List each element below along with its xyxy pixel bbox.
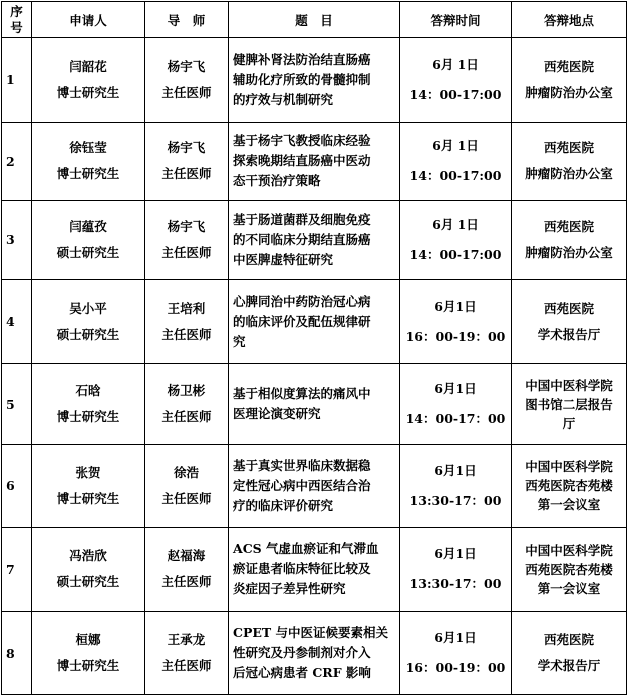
- table-row: [2, 527, 627, 612]
- defense-location-line: 图书馆二层报告: [525, 396, 613, 412]
- table-row: [2, 38, 627, 123]
- defense-location-line: 中国中医科学院: [525, 377, 613, 393]
- thesis-title: [229, 201, 400, 280]
- thesis-title-line: 的疗效与机制研究: [233, 91, 334, 107]
- defense-time-cell: [400, 364, 512, 445]
- defense-location-line: 西苑医院: [543, 632, 594, 648]
- defense-location-line: 西苑医院: [543, 140, 594, 156]
- header-applicant: 申请人: [32, 2, 145, 38]
- defense-location: [512, 279, 627, 364]
- applicant-degree: 硕士研究生: [56, 326, 120, 342]
- defense-time: 16：00-19：00: [405, 328, 506, 344]
- advisor-name: 杨宇飞: [167, 140, 206, 156]
- defense-time-cell: [400, 612, 512, 695]
- defense-location-line: 西苑医院杏苑楼: [525, 478, 613, 494]
- defense-time: 14：00-17:00: [409, 86, 502, 102]
- header-advisor: 导 师: [145, 2, 229, 38]
- defense-time: 14：00-17：00: [405, 411, 506, 427]
- advisor-cell: [145, 38, 229, 123]
- thesis-title-line: 基于杨宇飞教授临床经验: [233, 133, 371, 149]
- thesis-title-line: 基于真实世界临床数据稳: [233, 457, 371, 473]
- defense-date: 6月 1日: [432, 138, 479, 154]
- thesis-title-line: CPET 与中医证候要素相关: [233, 625, 389, 641]
- header-seq-line: 号: [10, 19, 23, 35]
- defense-location-line: 学术报告厅: [537, 326, 601, 342]
- applicant-degree: 硕士研究生: [56, 244, 120, 260]
- thesis-title-line: 基于相似度算法的痛风中: [233, 386, 371, 402]
- applicant-degree: 博士研究生: [56, 166, 120, 182]
- row-seq: 3: [2, 201, 32, 280]
- row-seq: 8: [2, 612, 32, 695]
- advisor-title: 主任医师: [161, 166, 212, 182]
- defense-date: 6月1日: [434, 546, 477, 562]
- defense-location-line: 学术报告厅: [537, 658, 601, 674]
- defense-date: 6月1日: [434, 462, 477, 478]
- defense-schedule-table: [1, 1, 627, 695]
- applicant-name: 桓娜: [75, 632, 101, 648]
- defense-location: [512, 444, 627, 527]
- row-seq: 4: [2, 279, 32, 364]
- defense-time: 14：00-17:00: [409, 246, 502, 262]
- advisor-cell: [145, 527, 229, 612]
- defense-location-line: 第一会议室: [537, 497, 601, 513]
- defense-time-cell: [400, 38, 512, 123]
- advisor-name: 王培利: [167, 300, 206, 316]
- thesis-title: [229, 38, 400, 123]
- defense-location-line: 厅: [562, 415, 576, 431]
- row-seq: 5: [2, 364, 32, 445]
- advisor-title: 主任医师: [161, 490, 212, 506]
- defense-time-cell: [400, 122, 512, 201]
- thesis-title-line: 性研究及丹参制剂对介入: [233, 645, 371, 661]
- defense-location-line: 西苑医院: [543, 58, 594, 74]
- row-seq: 2: [2, 122, 32, 201]
- table-row: [2, 444, 627, 527]
- thesis-title: [229, 122, 400, 201]
- defense-time-cell: [400, 201, 512, 280]
- applicant-cell: [32, 201, 145, 280]
- row-seq: 7: [2, 527, 32, 612]
- defense-location: [512, 364, 627, 445]
- advisor-title: 主任医师: [161, 574, 212, 590]
- thesis-title: [229, 279, 400, 364]
- defense-time: 16：00-19：00: [405, 660, 506, 676]
- defense-location-line: 中国中医科学院: [525, 542, 613, 558]
- thesis-title-line: 的不同临床分期结直肠癌: [233, 231, 371, 247]
- applicant-cell: [32, 527, 145, 612]
- thesis-title: [229, 612, 400, 695]
- thesis-title-line: 心脾同治中药防治冠心病: [233, 293, 371, 309]
- thesis-title-line: 探索晚期结直肠癌中医动: [233, 153, 371, 169]
- applicant-name: 冯浩欣: [69, 548, 107, 564]
- defense-location: [512, 38, 627, 123]
- thesis-title-line: 疗的临床评价研究: [233, 497, 334, 513]
- applicant-degree: 博士研究生: [56, 409, 120, 425]
- applicant-cell: [32, 38, 145, 123]
- header-title: 题 目: [229, 2, 400, 38]
- defense-date: 6月 1日: [432, 56, 479, 72]
- header-seq: [2, 2, 32, 38]
- defense-location: [512, 201, 627, 280]
- defense-location-line: 肿瘤防治办公室: [525, 166, 613, 182]
- defense-location-line: 西苑医院: [543, 300, 594, 316]
- defense-location-line: 肿瘤防治办公室: [525, 244, 613, 260]
- defense-location-line: 西苑医院: [543, 218, 594, 234]
- table-row: [2, 122, 627, 201]
- advisor-name: 杨卫彬: [167, 383, 206, 399]
- applicant-name: 闫蕴孜: [69, 218, 107, 234]
- defense-date: 6月1日: [434, 381, 477, 397]
- applicant-cell: [32, 279, 145, 364]
- advisor-title: 主任医师: [161, 658, 212, 674]
- thesis-title-line: 的临床评价及配伍规律研: [233, 313, 371, 329]
- table-row: [2, 201, 627, 280]
- table-row: [2, 364, 627, 445]
- applicant-degree: 硕士研究生: [56, 574, 120, 590]
- defense-date: 6月1日: [434, 298, 477, 314]
- defense-time-cell: [400, 279, 512, 364]
- header-location: 答辩地点: [512, 2, 627, 38]
- thesis-title-line: 后冠心病患者 CRF 影响: [233, 665, 371, 681]
- defense-location: [512, 527, 627, 612]
- advisor-cell: [145, 201, 229, 280]
- thesis-title-line: 定性冠心病中西医结合治: [233, 477, 371, 493]
- thesis-title: [229, 364, 400, 445]
- header-seq-line: 序: [10, 3, 23, 19]
- applicant-cell: [32, 364, 145, 445]
- thesis-title-line: 医理论演变研究: [233, 406, 321, 422]
- applicant-name: 石晗: [75, 383, 101, 399]
- applicant-cell: [32, 612, 145, 695]
- advisor-cell: [145, 364, 229, 445]
- defense-time-cell: [400, 444, 512, 527]
- table-row: [2, 612, 627, 695]
- defense-time: 14：00-17:00: [409, 168, 502, 184]
- thesis-title-line: 炎症因子差异性研究: [233, 581, 346, 597]
- defense-date: 6月1日: [434, 630, 477, 646]
- row-seq: 1: [2, 38, 32, 123]
- applicant-name: 闫韶花: [69, 58, 107, 74]
- defense-location: [512, 122, 627, 201]
- thesis-title-line: 瘀证患者临床特征比较及: [233, 561, 371, 577]
- applicant-name: 吴小平: [69, 300, 107, 316]
- thesis-title-line: 基于肠道菌群及细胞免疫: [233, 211, 371, 227]
- defense-location-line: 第一会议室: [537, 580, 601, 596]
- header-time: 答辩时间: [400, 2, 512, 38]
- applicant-degree: 博士研究生: [56, 84, 120, 100]
- advisor-cell: [145, 279, 229, 364]
- thesis-title-line: 中医脾虚特征研究: [233, 251, 334, 267]
- applicant-cell: [32, 122, 145, 201]
- applicant-name: 徐钰莹: [69, 140, 107, 156]
- defense-location: [512, 612, 627, 695]
- defense-location-line: 西苑医院杏苑楼: [525, 561, 613, 577]
- advisor-cell: [145, 122, 229, 201]
- thesis-title-line: 健脾补肾法防治结直肠癌: [233, 51, 371, 67]
- row-seq: 6: [2, 444, 32, 527]
- advisor-name: 徐浩: [173, 464, 199, 480]
- advisor-title: 主任医师: [161, 326, 212, 342]
- defense-time: 13:30-17：00: [409, 576, 502, 592]
- table-row: [2, 279, 627, 364]
- header-row: [2, 2, 627, 38]
- applicant-degree: 博士研究生: [56, 658, 120, 674]
- thesis-title: [229, 444, 400, 527]
- advisor-title: 主任医师: [161, 409, 212, 425]
- defense-time: 13:30-17：00: [409, 492, 502, 508]
- thesis-title-line: 辅助化疗所致的骨髓抑制: [233, 71, 371, 87]
- thesis-title-line: ACS 气虚血瘀证和气滞血: [233, 541, 379, 557]
- applicant-name: 张贺: [75, 464, 101, 480]
- advisor-name: 杨宇飞: [167, 58, 206, 74]
- defense-time-cell: [400, 527, 512, 612]
- applicant-degree: 博士研究生: [56, 490, 120, 506]
- applicant-cell: [32, 444, 145, 527]
- thesis-title-line: 究: [233, 333, 246, 349]
- advisor-name: 王承龙: [167, 632, 206, 648]
- advisor-cell: [145, 444, 229, 527]
- thesis-title-line: 态干预治疗策略: [233, 173, 321, 189]
- advisor-title: 主任医师: [161, 244, 212, 260]
- advisor-name: 赵福海: [167, 548, 206, 564]
- thesis-title: [229, 527, 400, 612]
- defense-location-line: 中国中医科学院: [525, 459, 613, 475]
- advisor-name: 杨宇飞: [167, 218, 206, 234]
- defense-location-line: 肿瘤防治办公室: [525, 84, 613, 100]
- defense-date: 6月 1日: [432, 216, 479, 232]
- advisor-cell: [145, 612, 229, 695]
- advisor-title: 主任医师: [161, 84, 212, 100]
